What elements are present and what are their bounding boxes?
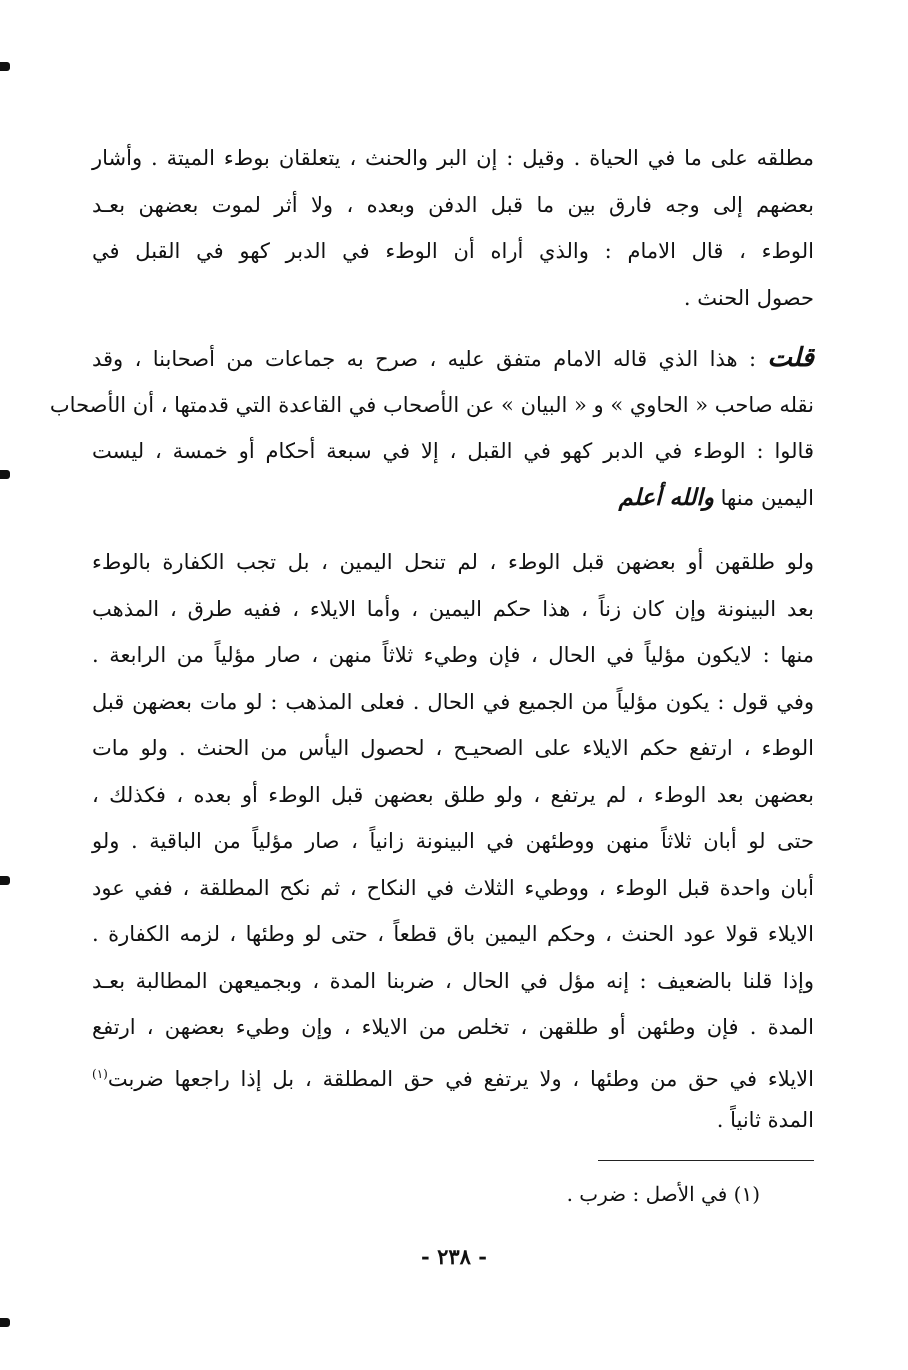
text-line: المدة ثانياً . — [716, 1108, 814, 1132]
text-line-content: الايلاء في حق من وطئها ، ولا يرتفع في حق المطلقة ، بل إذا راجعها ضربت — [107, 1066, 814, 1091]
text-line: وإذا قلنا بالضعيف : إنه مؤل في الحال ، ضربنا المدة ، وبجميعهن المطالبة بعـد — [92, 968, 814, 993]
text-line — [92, 484, 814, 531]
text-line: مطلقه على ما في الحياة . وقيل : إن البر والحنث ، يتعلقان بوطء الميتة . وأشار — [92, 146, 814, 170]
closing-phrase: والله أعلم — [618, 483, 714, 511]
page-number: - ٢٣٨ - — [421, 1244, 487, 1269]
paragraph-2 — [49, 343, 814, 530]
text-line — [92, 344, 814, 391]
text-line-start: اليمين منها — [713, 485, 814, 510]
margin-mark — [0, 470, 10, 479]
text-line: وفي قول : يكون مؤلياً من الجميع في الحال . فعلى المذهب : لو مات بعضهن قبل — [92, 689, 814, 714]
text-line: بعد البينونة وإن كان زناً ، هذا حكم اليمين ، وأما الايلاء ، ففيه طرق ، المذهب — [92, 596, 814, 621]
footnote-marker: (١) — [92, 1066, 108, 1081]
text-line: حصول الحنث . — [683, 285, 814, 310]
text-line: الايلاء قولا عود الحنث ، وحكم اليمين باق قطعاً ، حتى لو وطئها ، لزمه الكفارة . — [92, 922, 814, 946]
text-line: نقله صاحب « الحاوي » و « البيان » عن الأصحاب في القاعدة التي قدمتها ، أن الأصحاب — [49, 392, 814, 417]
text-line: حتى لو أبان ثلاثاً منهن ووطئهن في البينونة زانياً ، صار مؤلياً من الباقية . ولو — [92, 829, 814, 853]
margin-mark — [0, 1318, 10, 1327]
paragraph-3 — [92, 548, 814, 1153]
text-line — [92, 1060, 814, 1107]
footnote: (١) في الأصل : ضرب . — [566, 1182, 760, 1206]
paragraph-1 — [92, 144, 814, 330]
qult-heading: قلت — [767, 343, 814, 373]
text-line-rest: : هذا الذي قاله الامام متفق عليه ، صرح به جماعات من أصحابنا ، وقد — [92, 347, 768, 371]
text-line: قالوا : الوطء في الدبر كهو في القبل ، إلا في سبعة أحكام أو خمسة ، ليست — [92, 439, 814, 463]
text-line: بعضهم إلى وجه فارق بين ما قبل الدفن وبعده ، ولا أثر لموت بعضهن بعـد — [92, 192, 814, 217]
text-line: بعضهن بعد الوطء ، لم يرتفع ، ولو طلق بعضهن قبل الوطء أو بعده ، فكذلك ، — [92, 782, 814, 807]
text-line: منها : لايكون مؤلياً في الحال ، فإن وطيء ثلاثاً منهن ، صار مؤلياً من الرابعة . — [92, 643, 814, 667]
text-line: المدة . فإن وطئهن أو طلقهن ، تخلص من الايلاء ، وإن وطيء بعضهن ، ارتفع — [92, 1015, 814, 1039]
margin-mark — [0, 876, 10, 885]
text-line: أبان واحدة قبل الوطء ، ووطيء الثلاث في النكاح ، ثم نكح المطلقة ، ففي عود — [92, 875, 814, 900]
text-line: الوطء ، ارتفع حكم الايلاء على الصحيـح ، لحصول اليأس من الحنث . ولو مات — [92, 736, 814, 760]
footnote-divider — [598, 1160, 814, 1161]
text-line: الوطء ، قال الامام : والذي أراه أن الوطء في الدبر كهو في القبل في — [92, 239, 814, 263]
text-line: ولو طلقهن أو بعضهن قبل الوطء ، لم تنحل اليمين ، بل تجب الكفارة بالوطء — [92, 550, 814, 574]
margin-mark — [0, 62, 10, 71]
